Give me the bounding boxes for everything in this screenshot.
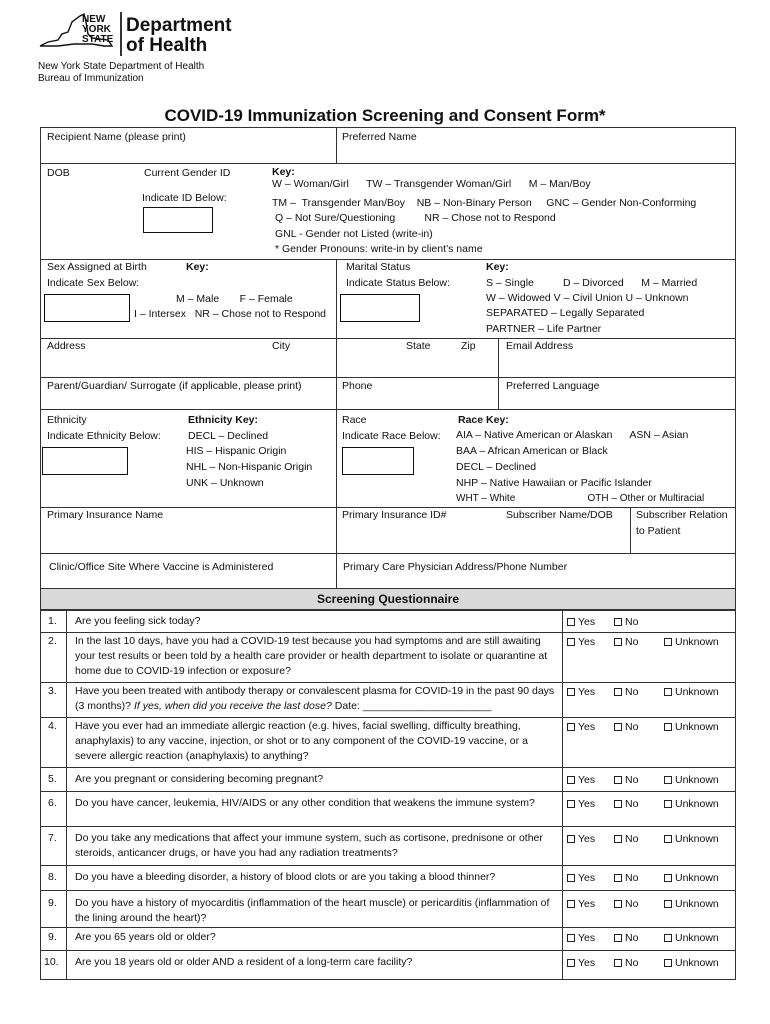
sex-key-line1: M – Male F – Female xyxy=(176,293,293,305)
checkbox-icon[interactable] xyxy=(567,874,575,882)
yes-checkbox-label: Yes xyxy=(578,798,596,810)
checkbox-icon[interactable] xyxy=(614,688,622,696)
indicate-ethnicity-label: Indicate Ethnicity Below: xyxy=(47,430,161,442)
no-checkbox[interactable] xyxy=(614,616,638,628)
state-label: State xyxy=(406,340,431,352)
question-text xyxy=(75,955,557,970)
unknown-checkbox-label: Unknown xyxy=(675,721,719,733)
address-label: Address xyxy=(47,340,86,352)
ethnicity-key-his: HIS – Hispanic Origin xyxy=(186,445,287,457)
checkbox-icon[interactable] xyxy=(664,900,672,908)
clinic-site-label: Clinic/Office Site Where Vaccine is Administered xyxy=(49,561,274,573)
marital-key-line2: W – Widowed V – Civil Union U – Unknown xyxy=(486,292,689,304)
question-number: 9. xyxy=(48,931,57,943)
race-label: Race xyxy=(342,414,367,426)
unknown-checkbox[interactable] xyxy=(664,957,719,969)
org-name: New York State Department of Health xyxy=(38,61,205,72)
no-checkbox-label: No xyxy=(625,798,639,810)
question-number: 9. xyxy=(48,897,57,909)
yes-checkbox-label: Yes xyxy=(578,636,596,648)
checkbox-icon[interactable] xyxy=(567,934,575,942)
race-key-label: Race Key: xyxy=(458,414,509,426)
no-checkbox-label: No xyxy=(625,616,639,628)
guardian-label: Parent/Guardian/ Surrogate (if applicable, please print) xyxy=(47,380,302,392)
gender-id-input[interactable] xyxy=(143,207,213,233)
no-checkbox-label: No xyxy=(625,898,639,910)
no-checkbox-label: No xyxy=(625,774,639,786)
question-text xyxy=(75,831,557,861)
physician-label: Primary Care Physician Address/Phone Number xyxy=(343,561,568,573)
no-checkbox[interactable] xyxy=(614,957,638,969)
questionnaire-heading: Screening Questionnaire xyxy=(40,588,736,610)
logo-of-health: of Health xyxy=(126,35,208,56)
question-number: 1. xyxy=(48,615,57,627)
sex-key-line2: I – Intersex NR – Chose not to Respond xyxy=(134,308,327,320)
sex-key-label: Key: xyxy=(186,261,209,273)
yes-checkbox-label: Yes xyxy=(578,898,596,910)
no-checkbox-label: No xyxy=(625,872,639,884)
yes-checkbox-label: Yes xyxy=(578,833,596,845)
logo-department: Department xyxy=(126,15,232,36)
question-date-field[interactable]: Date: ______________________ xyxy=(334,700,492,712)
yes-checkbox-label: Yes xyxy=(578,872,596,884)
yes-checkbox-label: Yes xyxy=(578,932,596,944)
gender-key-line1: W – Woman/Girl TW – Transgender Woman/Girl M – Man/Boy xyxy=(272,178,591,190)
unknown-checkbox[interactable] xyxy=(664,833,719,845)
no-checkbox-label: No xyxy=(625,721,639,733)
question-number: 2. xyxy=(48,635,57,647)
yes-checkbox[interactable] xyxy=(567,616,595,628)
logo-new: NEW xyxy=(82,14,106,25)
checkbox-icon[interactable] xyxy=(614,959,622,967)
checkbox-icon[interactable] xyxy=(567,688,575,696)
checkbox-icon[interactable] xyxy=(567,835,575,843)
marital-input[interactable] xyxy=(340,294,420,322)
sex-input[interactable] xyxy=(44,294,130,322)
checkbox-icon[interactable] xyxy=(664,688,672,696)
unknown-checkbox[interactable] xyxy=(664,686,719,698)
marital-key-label: Key: xyxy=(486,261,509,273)
no-checkbox[interactable] xyxy=(614,833,638,845)
unknown-checkbox[interactable] xyxy=(664,872,719,884)
question-number: 5. xyxy=(48,773,57,785)
yes-checkbox-label: Yes xyxy=(578,721,596,733)
gender-key-label: Key: xyxy=(272,166,295,178)
no-checkbox[interactable] xyxy=(614,636,638,648)
checkbox-icon[interactable] xyxy=(567,776,575,784)
checkbox-icon[interactable] xyxy=(614,800,622,808)
unknown-checkbox-label: Unknown xyxy=(675,898,719,910)
question-text xyxy=(75,772,557,787)
bureau-name: Bureau of Immunization xyxy=(38,73,144,84)
insurance-name-label: Primary Insurance Name xyxy=(47,509,164,521)
no-checkbox-label: No xyxy=(625,686,639,698)
checkbox-icon[interactable] xyxy=(567,618,575,626)
question-text-main: Are you feeling sick today? xyxy=(75,615,201,627)
yes-checkbox[interactable] xyxy=(567,898,595,910)
checkbox-icon[interactable] xyxy=(664,959,672,967)
question-number: 10. xyxy=(44,956,59,968)
question-text-main: Are you 65 years old or older? xyxy=(75,931,216,943)
no-checkbox[interactable] xyxy=(614,898,638,910)
no-checkbox-label: No xyxy=(625,957,639,969)
checkbox-icon[interactable] xyxy=(614,723,622,731)
unknown-checkbox[interactable] xyxy=(664,798,719,810)
race-key-line1: AIA – Native American or Alaskan ASN – Asian xyxy=(456,429,689,441)
question-text-main: Have you been treated with antibody therapy or convalescent plasma for COVID-19 in the past 90 days (3 months)? xyxy=(75,685,555,712)
yes-checkbox[interactable] xyxy=(567,686,595,698)
no-checkbox-label: No xyxy=(625,932,639,944)
unknown-checkbox-label: Unknown xyxy=(675,774,719,786)
checkbox-icon[interactable] xyxy=(614,835,622,843)
unknown-checkbox-label: Unknown xyxy=(675,872,719,884)
question-number: 7. xyxy=(48,832,57,844)
yes-checkbox-label: Yes xyxy=(578,686,596,698)
subscriber-relation-line2: to Patient xyxy=(636,525,681,537)
question-text-main: Are you 18 years old or older AND a resident of a long-term care facility? xyxy=(75,956,413,968)
unknown-checkbox-label: Unknown xyxy=(675,686,719,698)
ethnicity-key-label: Ethnicity Key: xyxy=(188,414,259,426)
question-text xyxy=(75,896,557,926)
checkbox-icon[interactable] xyxy=(664,723,672,731)
race-input[interactable] xyxy=(342,447,414,475)
yes-checkbox[interactable] xyxy=(567,774,595,786)
marital-key-line4: PARTNER – Life Partner xyxy=(486,323,602,335)
race-key-line2: BAA – African American or Black xyxy=(456,445,608,457)
question-followup: If yes, when did you receive the last dose? xyxy=(133,700,332,712)
checkbox-icon[interactable] xyxy=(664,800,672,808)
form-title: COVID-19 Immunization Screening and Consent Form* xyxy=(164,106,606,125)
language-label: Preferred Language xyxy=(506,380,600,392)
no-checkbox[interactable] xyxy=(614,721,638,733)
question-text xyxy=(75,796,557,811)
question-text xyxy=(75,634,557,679)
checkbox-icon[interactable] xyxy=(614,638,622,646)
checkbox-icon[interactable] xyxy=(567,723,575,731)
subscriber-relation-line1: Subscriber Relation xyxy=(636,509,728,521)
no-checkbox-label: No xyxy=(625,833,639,845)
race-key-line4: NHP – Native Hawaiian or Pacific Islander xyxy=(456,477,652,489)
question-text xyxy=(75,930,557,945)
marital-label: Marital Status xyxy=(346,261,411,273)
ethnicity-key-unk: UNK – Unknown xyxy=(186,477,264,489)
no-checkbox[interactable] xyxy=(614,686,638,698)
ethnicity-key-nhl: NHL – Non-Hispanic Origin xyxy=(186,461,313,473)
question-number: 3. xyxy=(48,685,57,697)
checkbox-icon[interactable] xyxy=(567,959,575,967)
indicate-sex-label: Indicate Sex Below: xyxy=(47,277,140,289)
unknown-checkbox-label: Unknown xyxy=(675,833,719,845)
yes-checkbox[interactable] xyxy=(567,957,595,969)
ethnicity-input[interactable] xyxy=(42,447,128,475)
checkbox-icon[interactable] xyxy=(614,934,622,942)
preferred-name-label: Preferred Name xyxy=(342,131,417,143)
ethnicity-label: Ethnicity xyxy=(47,414,87,426)
sex-assigned-label: Sex Assigned at Birth xyxy=(47,261,147,273)
checkbox-icon[interactable] xyxy=(614,874,622,882)
recipient-name-label: Recipient Name (please print) xyxy=(47,131,186,143)
marital-key-line3: SEPARATED – Legally Separated xyxy=(486,307,645,319)
question-text xyxy=(75,870,557,885)
email-label: Email Address xyxy=(506,340,574,352)
checkbox-icon[interactable] xyxy=(664,835,672,843)
checkbox-icon[interactable] xyxy=(614,776,622,784)
nys-logo xyxy=(38,10,238,60)
gender-key-line3: Q – Not Sure/Questioning NR – Chose not to Respond xyxy=(275,212,556,224)
checkbox-icon[interactable] xyxy=(664,934,672,942)
question-text-main: Are you pregnant or considering becoming pregnant? xyxy=(75,773,324,785)
logo-state: STATE xyxy=(82,34,114,45)
gender-key-line4: GNL - Gender not Listed (write-in) xyxy=(275,228,433,240)
yes-checkbox[interactable] xyxy=(567,798,595,810)
question-number: 4. xyxy=(48,720,57,732)
yes-checkbox[interactable] xyxy=(567,636,595,648)
indicate-status-label: Indicate Status Below: xyxy=(346,277,450,289)
question-number: 8. xyxy=(48,871,57,883)
city-label: City xyxy=(272,340,291,352)
question-text-main: Do you have cancer, leukemia, HIV/AIDS or any other condition that weakens the immune system? xyxy=(75,797,535,809)
unknown-checkbox[interactable] xyxy=(664,636,719,648)
no-checkbox[interactable] xyxy=(614,798,638,810)
question-number: 6. xyxy=(48,797,57,809)
checkbox-icon[interactable] xyxy=(664,776,672,784)
question-text-main: Do you take any medications that affect your immune system, such as cortisone, prednisone or other steroids, anticancer drugs, or have you had any radiation treatments? xyxy=(75,832,543,859)
question-text-main: Do you have a history of myocarditis (inflammation of the heart muscle) or pericarditis (inflammation of the lining around the heart)? xyxy=(75,897,550,924)
unknown-checkbox-label: Unknown xyxy=(675,636,719,648)
checkbox-icon[interactable] xyxy=(567,800,575,808)
yes-checkbox-label: Yes xyxy=(578,957,596,969)
indicate-race-label: Indicate Race Below: xyxy=(342,430,441,442)
phone-label: Phone xyxy=(342,380,373,392)
unknown-checkbox[interactable] xyxy=(664,898,719,910)
gender-id-label: Current Gender ID xyxy=(144,167,231,179)
zip-label: Zip xyxy=(461,340,476,352)
logo-york: YORK xyxy=(82,24,111,35)
question-text xyxy=(75,719,557,764)
yes-checkbox[interactable] xyxy=(567,721,595,733)
checkbox-icon[interactable] xyxy=(567,900,575,908)
checkbox-icon[interactable] xyxy=(664,874,672,882)
checkbox-icon[interactable] xyxy=(614,618,622,626)
no-checkbox[interactable] xyxy=(614,872,638,884)
unknown-checkbox[interactable] xyxy=(664,774,719,786)
unknown-checkbox-label: Unknown xyxy=(675,957,719,969)
question-text-main: In the last 10 days, have you had a COVID-19 test because you had symptoms and are still awaiting your test results or been told by a health care provider or health department to isolate or quarantine at home due to COVID-19 infection or exposure? xyxy=(75,635,548,677)
logo-divider xyxy=(120,12,122,56)
unknown-checkbox-label: Unknown xyxy=(675,798,719,810)
unknown-checkbox-label: Unknown xyxy=(675,932,719,944)
no-checkbox-label: No xyxy=(625,636,639,648)
question-text xyxy=(75,614,557,629)
gender-key-line2: TM – Transgender Man/Boy NB – Non-Binary Person GNC – Gender Non-Conforming xyxy=(272,197,697,209)
question-text xyxy=(75,684,557,714)
checkbox-icon[interactable] xyxy=(614,900,622,908)
yes-checkbox-label: Yes xyxy=(578,774,596,786)
yes-checkbox[interactable] xyxy=(567,932,595,944)
question-text-main: Do you have a bleeding disorder, a history of blood clots or are you taking a blood thinner? xyxy=(75,871,496,883)
dob-label: DOB xyxy=(47,167,70,179)
no-checkbox[interactable] xyxy=(614,774,638,786)
subscriber-name-label: Subscriber Name/DOB xyxy=(506,509,613,521)
marital-key-line1: S – Single D – Divorced M – Married xyxy=(486,277,698,289)
race-key-line3: DECL – Declined xyxy=(456,461,537,473)
unknown-checkbox[interactable] xyxy=(664,932,719,944)
checkbox-icon[interactable] xyxy=(567,638,575,646)
yes-checkbox[interactable] xyxy=(567,833,595,845)
yes-checkbox[interactable] xyxy=(567,872,595,884)
gender-key-line5: * Gender Pronouns: write-in by client’s name xyxy=(275,243,483,255)
race-key-line5: WHT – White OTH – Other or Multiracial xyxy=(456,493,705,504)
no-checkbox[interactable] xyxy=(614,932,638,944)
yes-checkbox-label: Yes xyxy=(578,616,596,628)
indicate-id-label: Indicate ID Below: xyxy=(142,192,227,204)
insurance-id-label: Primary Insurance ID# xyxy=(342,509,447,521)
question-text-main: Have you ever had an immediate allergic reaction (e.g. hives, facial swelling, difficulty breathing, anaphylaxis) to any vaccine, injection, or shot or to any component of the COVID-19 vaccine, or a severe allergic reaction (anaphylaxis) to anything? xyxy=(75,720,528,762)
ethnicity-key-decl: DECL – Declined xyxy=(188,430,269,442)
checkbox-icon[interactable] xyxy=(664,638,672,646)
unknown-checkbox[interactable] xyxy=(664,721,719,733)
